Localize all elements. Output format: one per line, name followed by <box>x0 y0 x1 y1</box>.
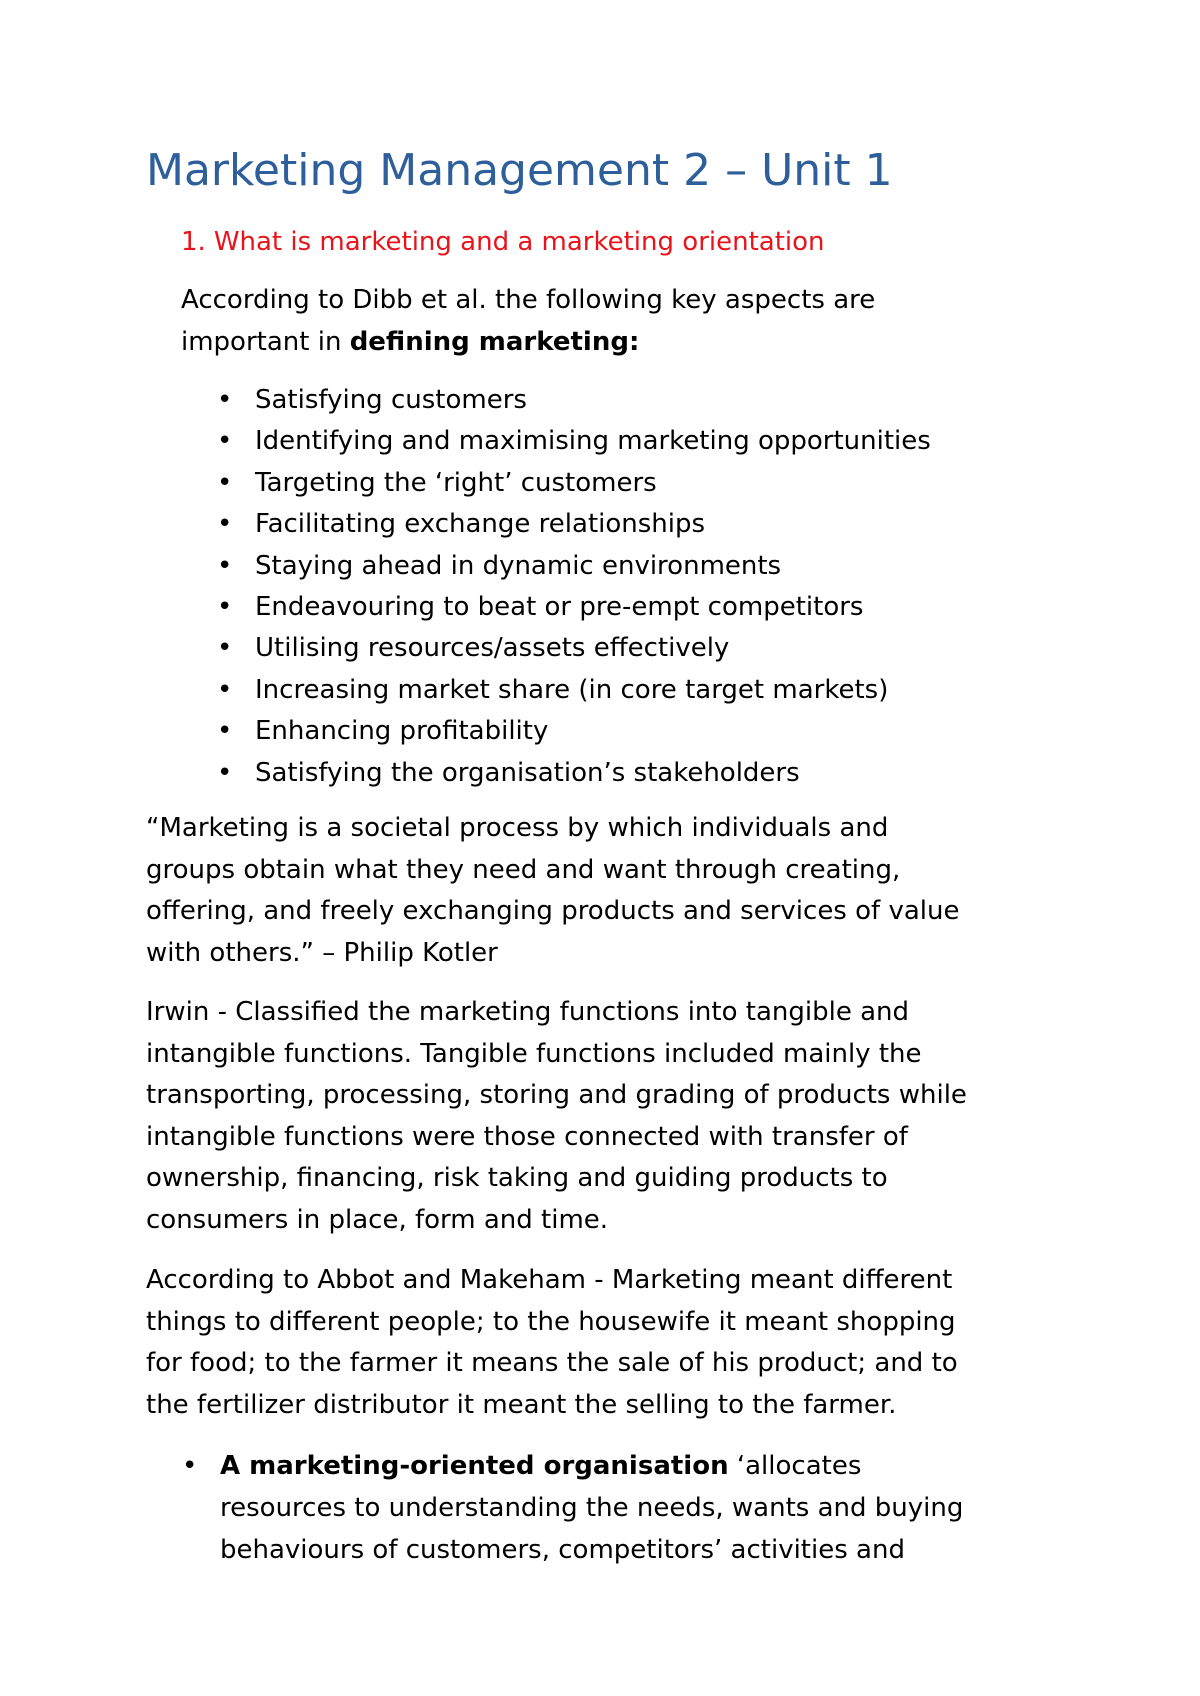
list-item-text: Satisfying customers <box>255 385 527 415</box>
intro-line-1: According to Dibb et al. the following key aspects are <box>181 285 876 315</box>
section-heading-text: What is marketing and a marketing orientation <box>213 227 825 257</box>
paragraph-line: resources to understanding the needs, wants and buying <box>220 1493 964 1523</box>
key-aspects-list <box>181 380 1081 794</box>
list-item-text: Targeting the ‘right’ customers <box>255 467 657 498</box>
section-number: 1. <box>181 227 206 257</box>
intro-paragraph <box>181 280 1081 363</box>
marketing-oriented-line-1-rest: ‘allocates <box>728 1451 862 1481</box>
paragraph-line: consumers in place, form and time. <box>146 1204 609 1235</box>
list-item-text: Staying ahead in dynamic environments <box>255 550 782 581</box>
paragraph-line: behaviours of customers, competitors’ activities and <box>220 1535 905 1565</box>
bullet-icon: • <box>217 509 233 540</box>
bullet-icon: • <box>217 426 233 457</box>
list-item <box>181 711 1081 752</box>
list-item <box>181 380 1081 421</box>
list-item <box>181 504 1081 545</box>
bullet-icon: • <box>217 550 233 581</box>
bullet-icon: • <box>217 716 233 747</box>
paragraph-line: intangible functions. Tangible functions included mainly the <box>146 1038 922 1069</box>
paragraph-line: offering, and freely exchanging products and services of value <box>146 896 960 926</box>
list-item <box>146 1445 1066 1571</box>
intro-line-2 <box>181 322 1081 364</box>
bullet-icon: • <box>217 385 233 415</box>
list-item-text: Identifying and maximising marketing opportunities <box>255 426 931 457</box>
abbot-makeham-paragraph <box>146 1260 1066 1426</box>
paragraph-line: the fertilizer distributor it meant the selling to the farmer. <box>146 1389 897 1420</box>
paragraph-line: for food; to the farmer it means the sale of his product; and to <box>146 1348 958 1378</box>
paragraph-line: intangible functions were those connected with transfer of <box>146 1121 908 1152</box>
paragraph-line: Irwin - Classified the marketing functions into tangible and <box>146 997 910 1027</box>
bullet-icon: • <box>217 633 233 664</box>
bullet-icon: • <box>217 757 233 788</box>
list-item <box>181 670 1081 711</box>
marketing-oriented-list <box>146 1445 1066 1571</box>
paragraph-line: “Marketing is a societal process by which individuals and <box>146 813 889 843</box>
irwin-paragraph <box>146 992 1066 1241</box>
kotler-quote-paragraph <box>146 808 1066 974</box>
list-item <box>181 421 1081 462</box>
list-item-text: Endeavouring to beat or pre-empt competitors <box>255 592 864 623</box>
section-heading <box>181 224 825 260</box>
list-item-text: Satisfying the organisation’s stakeholders <box>255 757 800 788</box>
paragraph-line: transporting, processing, storing and grading of products while <box>146 1080 967 1110</box>
list-item-text: Enhancing profitability <box>255 716 549 747</box>
intro-bold-term: defining marketing: <box>349 326 640 357</box>
list-item-text: Facilitating exchange relationships <box>255 509 706 540</box>
paragraph-line: groups obtain what they need and want through creating, <box>146 854 901 885</box>
bullet-icon: • <box>217 592 233 623</box>
bullet-icon: • <box>217 467 233 498</box>
paragraph-line: with others.” – Philip Kotler <box>146 937 498 968</box>
marketing-oriented-term: A marketing-oriented organisation <box>220 1451 729 1481</box>
list-item <box>181 628 1081 669</box>
list-item-text: Increasing market share (in core target markets) <box>255 674 889 705</box>
list-item <box>181 587 1081 628</box>
paragraph-line: According to Abbot and Makeham - Marketing meant different <box>146 1265 953 1295</box>
paragraph-line: ownership, financing, risk taking and guiding products to <box>146 1163 888 1193</box>
paragraph-line <box>220 1445 1066 1487</box>
paragraph-line: things to different people; to the housewife it meant shopping <box>146 1306 956 1337</box>
list-item-text: Utilising resources/assets effectively <box>255 633 730 664</box>
list-item <box>181 546 1081 587</box>
list-item <box>181 463 1081 504</box>
bullet-icon: • <box>182 1451 198 1481</box>
document-title: Marketing Management 2 – Unit 1 <box>146 145 893 196</box>
intro-line-2-prefix: important in <box>181 326 350 357</box>
list-item <box>181 753 1081 794</box>
bullet-icon: • <box>217 674 233 705</box>
